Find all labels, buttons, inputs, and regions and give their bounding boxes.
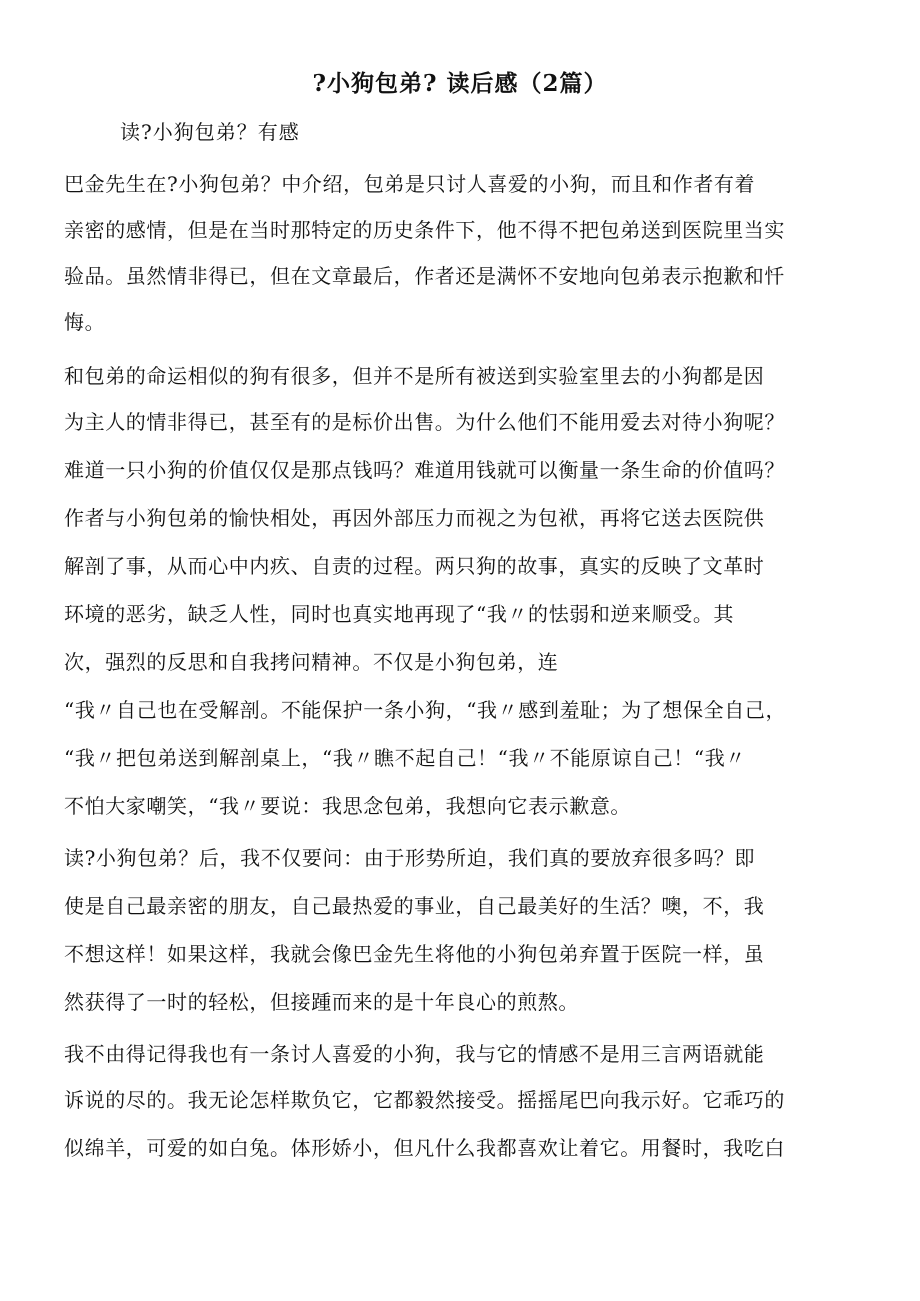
text-line: 和包弟的命运相似的狗有很多，但并不是所有被送到实验室里去的小狗都是因 [64, 364, 765, 388]
text-line: 为主人的情非得已，甚至有的是标价出售。为什么他们不能用爱去对待小狗呢？ [64, 410, 785, 434]
text-line: 悔。 [64, 310, 106, 334]
text-line: 次，强烈的反思和自我拷问精神。不仅是小狗包弟，连 [64, 650, 559, 674]
text-line: 作者与小狗包弟的愉快相处，再因外部压力而视之为包袱，再将它送去医院供 [64, 506, 765, 530]
text-line: 难道一只小狗的价值仅仅是那点钱吗？难道用钱就可以衡量一条生命的价值吗？ [64, 458, 785, 482]
text-line: “我〃把包弟送到解剖桌上，“我〃瞧不起自己！“我〃不能原谅自己！“我〃 [64, 746, 746, 770]
text-line: 解剖了事，从而心中内疚、自责的过程。两只狗的故事，真实的反映了文革时 [64, 554, 765, 578]
text-line: 似绵羊，可爱的如白兔。体形娇小，但凡什么我都喜欢让着它。用餐时，我吃白 [64, 1136, 785, 1160]
document-title: ?小狗包弟? 读后感（2篇） [312, 70, 608, 97]
text-line: 然获得了一时的轻松，但接踵而来的是十年良心的煎熬。 [64, 990, 579, 1014]
text-line: 亲密的感情，但是在当时那特定的历史条件下，他不得不把包弟送到医院里当实 [64, 218, 785, 242]
text-line: 我不由得记得我也有一条讨人喜爱的小狗，我与它的情感不是用三言两语就能 [64, 1042, 765, 1066]
text-line: 环境的恶劣，缺乏人性，同时也真实地再现了“我〃的怯弱和逆来顺受。其 [64, 602, 735, 626]
document-subtitle: 读?小狗包弟？有感 [120, 120, 300, 144]
text-line: 验品。虽然情非得已，但在文章最后，作者还是满怀不安地向包弟表示抱歉和忏 [64, 264, 785, 288]
text-line: 不怕大家嘲笑，“我〃要说：我思念包弟，我想向它表示歉意。 [64, 794, 632, 818]
text-line: 读?小狗包弟？后，我不仅要问：由于形势所迫，我们真的要放弃很多吗？即 [64, 846, 756, 870]
text-line: 巴金先生在?小狗包弟？中介绍，包弟是只讨人喜爱的小狗，而且和作者有着 [64, 172, 756, 196]
text-line: 不想这样！如果这样，我就会像巴金先生将他的小狗包弟弃置于医院一样，虽 [64, 942, 765, 966]
text-line: “我〃自己也在受解剖。不能保护一条小狗，“我〃感到羞耻；为了想保全自己， [64, 698, 787, 722]
text-line: 使是自己最亲密的朋友，自己最热爱的事业，自己最美好的生活？噢，不，我 [64, 894, 765, 918]
text-line: 诉说的尽的。我无论怎样欺负它，它都毅然接受。摇摇尾巴向我示好。它乖巧的 [64, 1088, 785, 1112]
